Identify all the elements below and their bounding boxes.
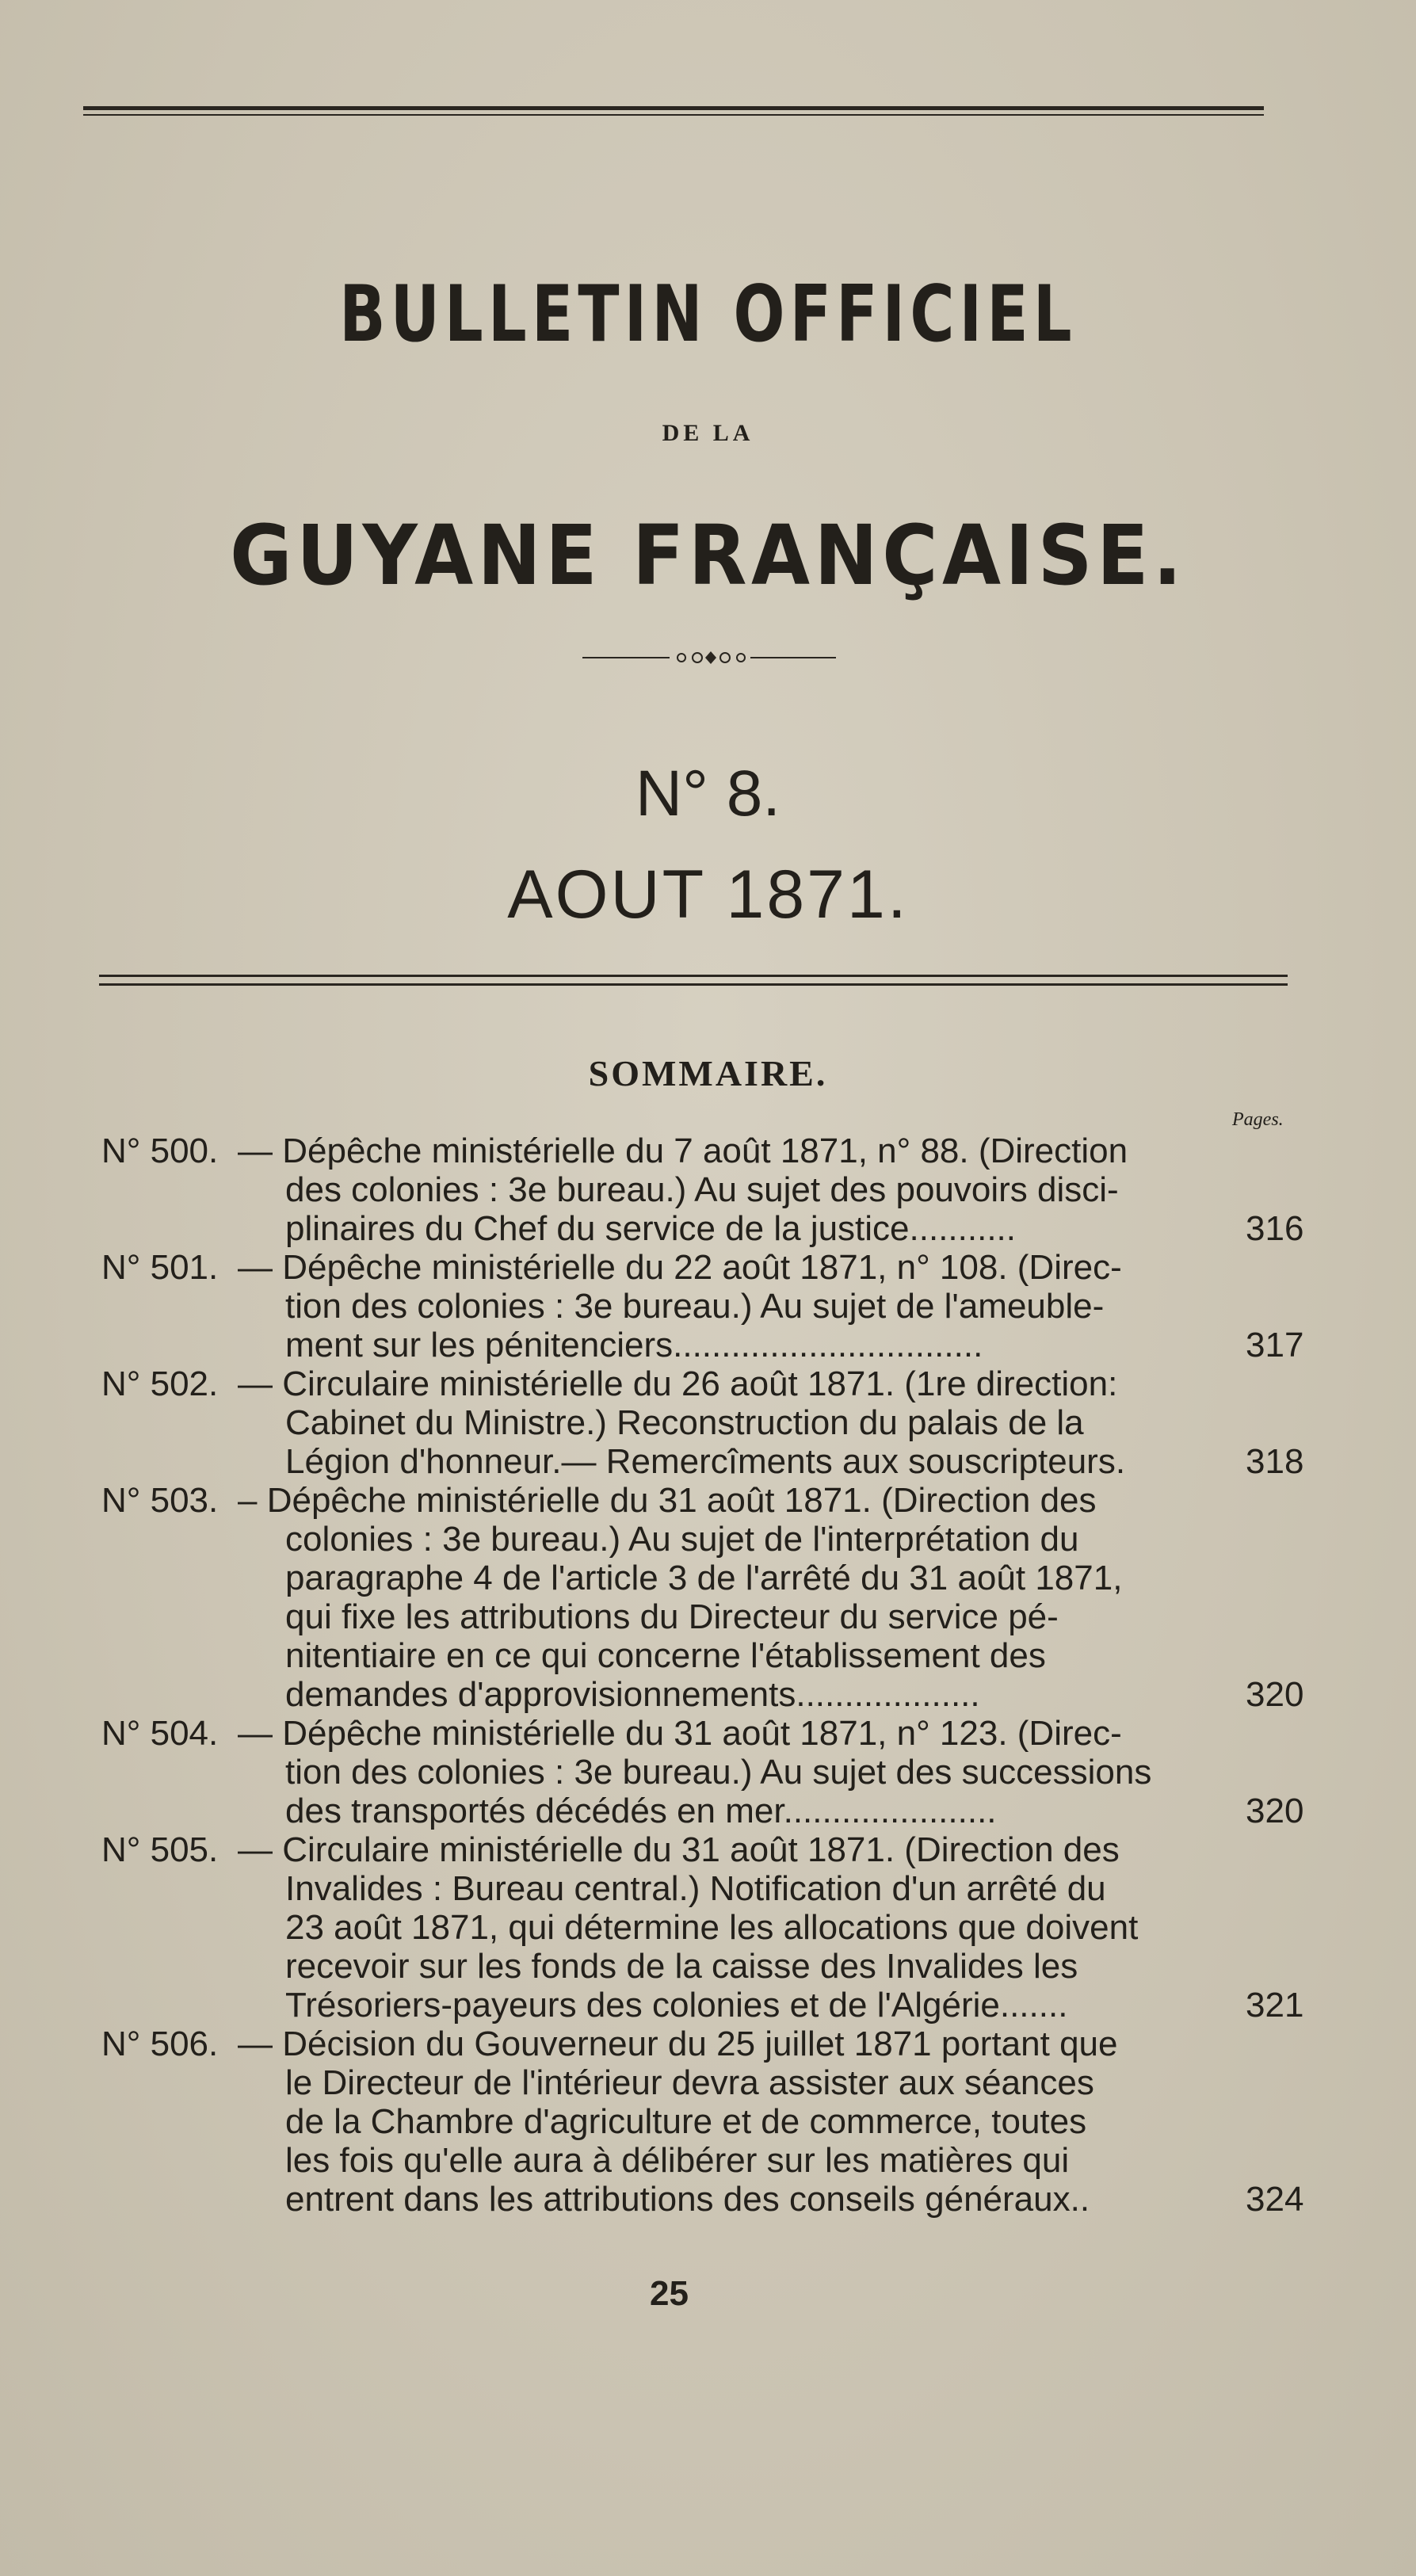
entry-number: N° 505. [101,1830,219,1869]
entry-number: N° 504. [101,1714,219,1753]
entry-page: 321 [1246,1986,1304,2025]
entry-line: — Circulaire ministérielle du 31 août 1871. (Direction des [238,1830,1120,1869]
entry-text [238,1830,1228,2025]
entry-line: colonies : 3e bureau.) Au sujet de l'interprétation du [285,1520,1079,1559]
entry-text [238,2025,1228,2219]
title-connector: DE LA [662,420,754,446]
entry-page: 316 [1246,1209,1304,1248]
entry-line: — Décision du Gouverneur du 25 juillet 1871 portant que [238,2025,1118,2063]
entry-line: — Dépêche ministérielle du 7 août 1871, n° 88. (Direction [238,1132,1128,1170]
entry-line: entrent dans les attributions des conseils généraux.. [285,2180,1090,2219]
bulletin-title: BULLETIN OFFICIEL [339,269,1077,360]
entry-line: ment sur les pénitenciers................................ [285,1326,983,1364]
entry-line: Invalides : Bureau central.) Notification d'un arrêté du [285,1869,1106,1908]
entry-line: tion des colonies : 3e bureau.) Au sujet de l'ameuble- [285,1287,1105,1326]
entry-line: — Circulaire ministérielle du 26 août 1871. (1re direction: [238,1364,1118,1403]
entry-line: nitentiaire en ce qui concerne l'établissement des [285,1636,1046,1675]
pages-column-label: Pages. [1232,1109,1284,1130]
entry-page: 318 [1246,1442,1304,1481]
entry-line: paragraphe 4 de l'article 3 de l'arrêté du 31 août 1871, [285,1559,1123,1597]
summary-heading: SOMMAIRE. [588,1053,828,1093]
entry-page: 317 [1246,1326,1304,1364]
entry-line: — Dépêche ministérielle du 22 août 1871, n° 108. (Direc- [238,1248,1122,1287]
signature-mark: 25 [650,2274,689,2313]
entry-line: des transportés décédés en mer...................... [285,1792,997,1830]
entry-page: 324 [1246,2180,1304,2219]
entry-line: qui fixe les attributions du Directeur du service pé- [285,1597,1059,1636]
entry-text [238,1364,1228,1481]
entry-line: Cabinet du Ministre.) Reconstruction du palais de la [285,1403,1084,1442]
entry-line: tion des colonies : 3e bureau.) Au sujet des successions [285,1753,1152,1792]
ornament-divider-icon [582,648,836,667]
entry-line: des colonies : 3e bureau.) Au sujet des pouvoirs disci- [285,1170,1119,1209]
entry-text [238,1714,1228,1830]
entry-line: 23 août 1871, qui détermine les allocations que doivent [285,1908,1139,1947]
entry-line: demandes d'approvisionnements................... [285,1675,980,1714]
entry-line: plinaires du Chef du service de la justice........... [285,1209,1017,1248]
entry-line: Trésoriers-payeurs des colonies et de l'Algérie....... [285,1986,1068,2025]
entry-text [238,1481,1228,1714]
entry-line: – Dépêche ministérielle du 31 août 1871. (Direction des [238,1481,1097,1520]
issue-date: AOUT 1871. [507,857,909,933]
entry-number: N° 501. [101,1248,219,1287]
entry-page: 320 [1246,1792,1304,1830]
entry-line: recevoir sur les fonds de la caisse des Invalides les [285,1947,1078,1986]
entry-text [238,1132,1228,1248]
entry-line: — Dépêche ministérielle du 31 août 1871, n° 123. (Direc- [238,1714,1122,1753]
entry-number: N° 500. [101,1132,219,1170]
entry-line: les fois qu'elle aura à délibérer sur les matières qui [285,2141,1070,2180]
entry-page: 320 [1246,1675,1304,1714]
colony-title: GUYANE FRANÇAISE. [230,507,1186,604]
entry-number: N° 506. [101,2025,219,2063]
section-rule [99,975,1288,986]
entry-text [238,1248,1228,1364]
entry-line: le Directeur de l'intérieur devra assister aux séances [285,2063,1094,2102]
entry-line: Légion d'honneur.— Remercîments aux souscripteurs. [285,1442,1126,1481]
top-rule [83,106,1264,116]
entry-number: N° 502. [101,1364,219,1403]
entry-line: de la Chambre d'agriculture et de commerce, toutes [285,2102,1087,2141]
issue-number: N° 8. [635,758,781,830]
entry-number: N° 503. [101,1481,219,1520]
